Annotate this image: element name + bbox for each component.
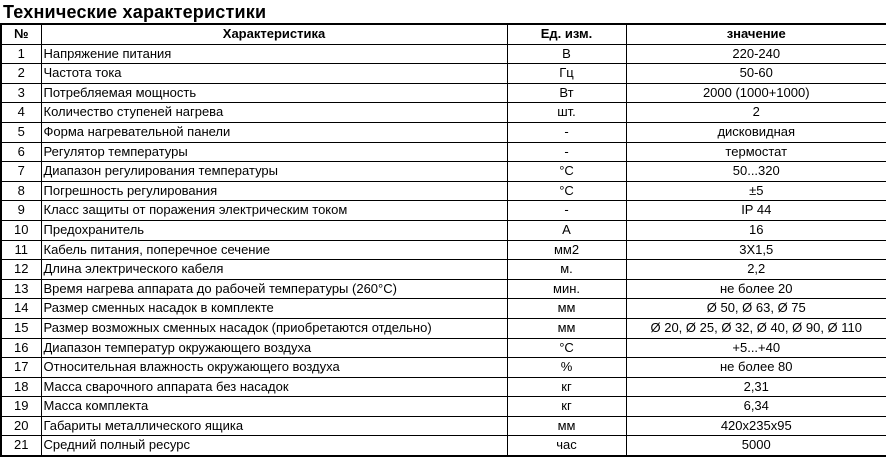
header-row xyxy=(1,24,886,44)
row-number-cell: 8 xyxy=(1,181,41,201)
table-row xyxy=(1,358,886,378)
unit-cell: А xyxy=(507,220,626,240)
characteristic-cell: Длина электрического кабеля xyxy=(41,260,507,280)
value-cell: Ø 50, Ø 63, Ø 75 xyxy=(626,299,886,319)
unit-cell: мм2 xyxy=(507,240,626,260)
row-number-cell: 19 xyxy=(1,397,41,417)
table-row xyxy=(1,377,886,397)
value-cell: 50...320 xyxy=(626,162,886,182)
value-cell: термостат xyxy=(626,142,886,162)
unit-cell: °С xyxy=(507,338,626,358)
characteristic-cell: Размер возможных сменных насадок (приобретаются отдельно) xyxy=(41,318,507,338)
row-number-cell: 13 xyxy=(1,279,41,299)
characteristic-cell: Погрешность регулирования xyxy=(41,181,507,201)
value-cell: 2000 (1000+1000) xyxy=(626,83,886,103)
row-number-cell: 1 xyxy=(1,44,41,64)
value-cell: IP 44 xyxy=(626,201,886,221)
characteristic-cell: Форма нагревательной панели xyxy=(41,122,507,142)
row-number-cell: 4 xyxy=(1,103,41,123)
unit-cell: кг xyxy=(507,377,626,397)
characteristic-cell: Класс защиты от поражения электрическим током xyxy=(41,201,507,221)
value-cell: ±5 xyxy=(626,181,886,201)
unit-cell: мм xyxy=(507,318,626,338)
unit-cell: Гц xyxy=(507,64,626,84)
page-title: Технические характеристики xyxy=(3,2,267,22)
characteristic-cell: Диапазон температур окружающего воздуха xyxy=(41,338,507,358)
table-row xyxy=(1,103,886,123)
row-number-cell: 16 xyxy=(1,338,41,358)
col-header-value: значение xyxy=(626,24,886,44)
unit-cell: час xyxy=(507,436,626,456)
characteristic-cell: Частота тока xyxy=(41,64,507,84)
characteristic-cell: Предохранитель xyxy=(41,220,507,240)
table-row xyxy=(1,162,886,182)
row-number-cell: 11 xyxy=(1,240,41,260)
table-row xyxy=(1,142,886,162)
col-header-unit: Ед. изм. xyxy=(507,24,626,44)
unit-cell: °С xyxy=(507,181,626,201)
value-cell: 2,31 xyxy=(626,377,886,397)
table-row xyxy=(1,220,886,240)
unit-cell: мин. xyxy=(507,279,626,299)
value-cell: 6,34 xyxy=(626,397,886,417)
unit-cell: - xyxy=(507,201,626,221)
row-number-cell: 6 xyxy=(1,142,41,162)
table-row xyxy=(1,416,886,436)
characteristic-cell: Напряжение питания xyxy=(41,44,507,64)
unit-cell: - xyxy=(507,122,626,142)
specs-table xyxy=(0,23,886,457)
value-cell: 16 xyxy=(626,220,886,240)
value-cell: 2 xyxy=(626,103,886,123)
row-number-cell: 21 xyxy=(1,436,41,456)
table-row xyxy=(1,299,886,319)
table-row xyxy=(1,397,886,417)
table-row xyxy=(1,83,886,103)
row-number-cell: 15 xyxy=(1,318,41,338)
row-number-cell: 2 xyxy=(1,64,41,84)
unit-cell: м. xyxy=(507,260,626,280)
row-number-cell: 9 xyxy=(1,201,41,221)
row-number-cell: 14 xyxy=(1,299,41,319)
value-cell: 2,2 xyxy=(626,260,886,280)
row-number-cell: 12 xyxy=(1,260,41,280)
row-number-cell: 18 xyxy=(1,377,41,397)
specs-table-body xyxy=(1,44,886,456)
characteristic-cell: Средний полный ресурс xyxy=(41,436,507,456)
table-row xyxy=(1,122,886,142)
characteristic-cell: Кабель питания, поперечное сечение xyxy=(41,240,507,260)
table-row xyxy=(1,201,886,221)
unit-cell: - xyxy=(507,142,626,162)
table-row xyxy=(1,181,886,201)
value-cell: 50-60 xyxy=(626,64,886,84)
row-number-cell: 17 xyxy=(1,358,41,378)
characteristic-cell: Диапазон регулирования температуры xyxy=(41,162,507,182)
value-cell: 5000 xyxy=(626,436,886,456)
unit-cell: °С xyxy=(507,162,626,182)
value-cell: 3Х1,5 xyxy=(626,240,886,260)
value-cell: не более 20 xyxy=(626,279,886,299)
table-row xyxy=(1,338,886,358)
table-row xyxy=(1,240,886,260)
table-row xyxy=(1,318,886,338)
value-cell: 420х235х95 xyxy=(626,416,886,436)
value-cell: 220-240 xyxy=(626,44,886,64)
row-number-cell: 5 xyxy=(1,122,41,142)
characteristic-cell: Масса комплекта xyxy=(41,397,507,417)
characteristic-cell: Размер сменных насадок в комплекте xyxy=(41,299,507,319)
characteristic-cell: Масса сварочного аппарата без насадок xyxy=(41,377,507,397)
value-cell: Ø 20, Ø 25, Ø 32, Ø 40, Ø 90, Ø 110 xyxy=(626,318,886,338)
value-cell: не более 80 xyxy=(626,358,886,378)
characteristic-cell: Габариты металлического ящика xyxy=(41,416,507,436)
characteristic-cell: Потребляемая мощность xyxy=(41,83,507,103)
unit-cell: В xyxy=(507,44,626,64)
value-cell: дисковидная xyxy=(626,122,886,142)
table-row xyxy=(1,64,886,84)
table-row xyxy=(1,260,886,280)
table-row xyxy=(1,436,886,456)
characteristic-cell: Количество ступеней нагрева xyxy=(41,103,507,123)
unit-cell: мм xyxy=(507,416,626,436)
row-number-cell: 10 xyxy=(1,220,41,240)
row-number-cell: 3 xyxy=(1,83,41,103)
characteristic-cell: Регулятор температуры xyxy=(41,142,507,162)
row-number-cell: 20 xyxy=(1,416,41,436)
characteristic-cell: Время нагрева аппарата до рабочей температуры (260°С) xyxy=(41,279,507,299)
unit-cell: мм xyxy=(507,299,626,319)
unit-cell: % xyxy=(507,358,626,378)
unit-cell: Вт xyxy=(507,83,626,103)
characteristic-cell: Относительная влажность окружающего воздуха xyxy=(41,358,507,378)
table-row xyxy=(1,279,886,299)
table-row xyxy=(1,44,886,64)
row-number-cell: 7 xyxy=(1,162,41,182)
col-header-number: № xyxy=(1,24,41,44)
value-cell: +5...+40 xyxy=(626,338,886,358)
col-header-characteristic: Характеристика xyxy=(41,24,507,44)
unit-cell: кг xyxy=(507,397,626,417)
unit-cell: шт. xyxy=(507,103,626,123)
